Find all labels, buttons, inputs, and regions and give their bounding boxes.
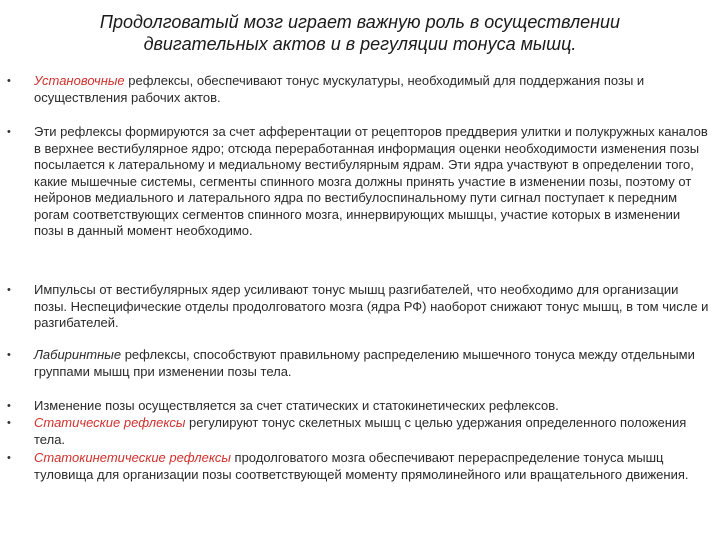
term-highlight: Статические рефлексы xyxy=(34,415,186,430)
list-item-text xyxy=(34,450,710,483)
term-highlight: Лабиринтные xyxy=(34,347,122,362)
bullet-icon: • xyxy=(7,452,11,464)
term-highlight: Установочные xyxy=(34,73,125,88)
bullet-icon: • xyxy=(7,126,11,138)
list-item-text: Изменение позы осуществляется за счет статических и статокинетических рефлексов. xyxy=(34,398,559,413)
slide-title xyxy=(40,11,680,55)
bullet-icon: • xyxy=(7,417,11,429)
list-item-text: Эти рефлексы формируются за счет афферентации от рецепторов преддверия улитки и полукружных каналов в верхнее вестибулярное ядро; отсюда переработанная информация оценки необходимости изменения позы посылается к латеральному и медиальному вестибулярным ядрам. Эти ядра участвуют в определении того, какие мышечные системы, сегменты спинного мозга должны принять участие в изменении позы, поэтому от нейронов медиального и латерального ядра по вестибулоспинальному пути сигнал поступает к передним рогам соответствующих сегментов спинного мозга, иннервирующих мышцы, участие которых в изменении позы в данный момент необходимо. xyxy=(34,124,708,238)
list-item-text xyxy=(34,415,710,448)
bullet-icon: • xyxy=(7,284,11,296)
item-body: регулируют тонус скелетных мышц с целью удержания определенного положения тела. xyxy=(34,415,687,447)
item-body: рефлексы, обеспечивают тонус мускулатуры, необходимый для поддержания позы и осуществления рабочих актов. xyxy=(34,73,645,105)
item-body: продолговатого мозга обеспечивают перераспределение тонуса мышц туловища для организации позы соответствующей моменту прямолинейного или вращательного движения. xyxy=(34,450,689,482)
title-line-1: Продолговатый мозг играет важную роль в осуществлении xyxy=(99,12,621,32)
list-item-text xyxy=(34,347,710,380)
bullet-icon: • xyxy=(7,349,11,361)
item-body: рефлексы, способствуют правильному распределению мышечного тонуса между отдельными группами мышц при изменении позы тела. xyxy=(34,347,695,379)
list-item-text: Импульсы от вестибулярных ядер усиливают тонус мышц разгибателей, что необходимо для организации позы. Неспецифические отделы продолговатого мозга (ядра РФ) наоборот снижают тонус мышц, в том числе и разгибателей. xyxy=(34,282,709,330)
list-item-text xyxy=(34,73,710,106)
title-line-2: двигательных актов и в регуляции тонуса мышц. xyxy=(143,34,577,54)
bullet-icon: • xyxy=(7,75,11,87)
term-highlight: Статокинетические рефлексы xyxy=(34,450,231,465)
bullet-icon: • xyxy=(7,400,11,412)
